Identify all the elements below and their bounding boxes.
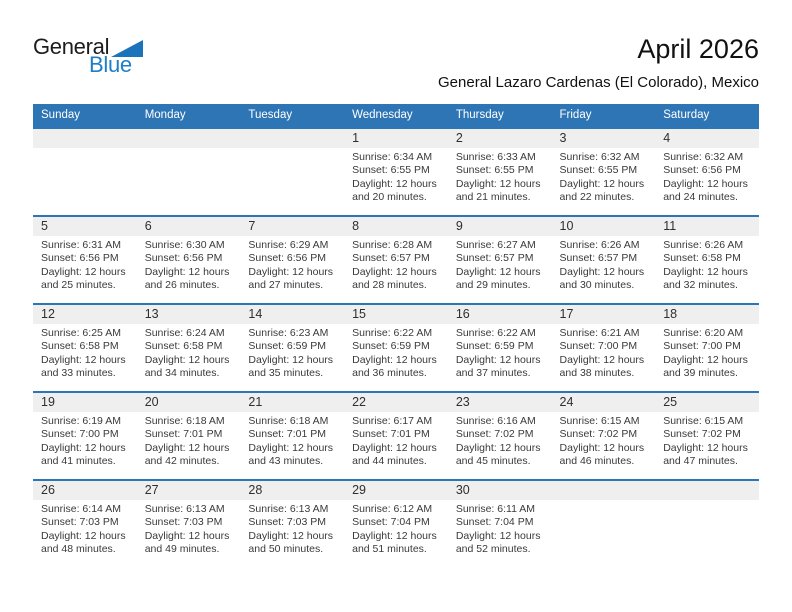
weekday-header-thursday: Thursday: [448, 104, 552, 128]
day-cell: [344, 480, 448, 568]
day-details: [137, 412, 241, 469]
empty-day-cell: [33, 128, 137, 216]
day-cell: [655, 304, 759, 392]
daylight-text: Daylight: 12 hours and 50 minutes.: [248, 529, 334, 556]
sunset-text: Sunset: 7:01 PM: [248, 428, 327, 441]
day-cell: [33, 216, 137, 304]
day-details: [655, 236, 759, 293]
daylight-text: Daylight: 12 hours and 37 minutes.: [455, 353, 541, 380]
day-number: 22: [344, 393, 448, 412]
daylight-text: Daylight: 12 hours and 25 minutes.: [41, 265, 126, 292]
day-number: 17: [552, 305, 656, 324]
day-number: 12: [33, 305, 137, 324]
sunset-text: Sunset: 6:55 PM: [352, 164, 430, 177]
sunset-text: Sunset: 6:55 PM: [455, 164, 534, 177]
general-blue-logo: [33, 36, 143, 76]
day-number: 3: [552, 129, 656, 148]
daylight-text: Daylight: 12 hours and 26 minutes.: [144, 265, 230, 292]
day-cell: [137, 216, 241, 304]
day-details: [137, 324, 241, 381]
day-number: 9: [448, 217, 552, 236]
day-details: [655, 148, 759, 205]
daylight-text: Daylight: 12 hours and 20 minutes.: [352, 177, 437, 204]
day-cell: [137, 392, 241, 480]
sunset-text: Sunset: 7:02 PM: [663, 428, 741, 441]
day-cell: [33, 480, 137, 568]
sunrise-text: Sunrise: 6:30 AM: [144, 239, 225, 251]
day-cell: [655, 216, 759, 304]
day-cell: [448, 304, 552, 392]
daylight-text: Daylight: 12 hours and 41 minutes.: [41, 441, 126, 468]
day-number: 7: [240, 217, 344, 236]
daylight-text: Daylight: 12 hours and 30 minutes.: [559, 265, 645, 292]
weekday-header-tuesday: Tuesday: [240, 104, 344, 128]
day-number: 26: [33, 481, 137, 500]
sunrise-text: Sunrise: 6:13 AM: [144, 503, 225, 515]
day-details: [448, 324, 552, 381]
day-cell: [240, 392, 344, 480]
month-title: April 2026: [637, 34, 759, 64]
day-details: [240, 412, 344, 469]
weekday-header-saturday: Saturday: [655, 104, 759, 128]
daylight-text: Daylight: 12 hours and 36 minutes.: [352, 353, 437, 380]
day-cell: [344, 304, 448, 392]
day-number: 24: [552, 393, 656, 412]
day-cell: [448, 128, 552, 216]
sunset-text: Sunset: 7:00 PM: [663, 340, 741, 353]
day-number: 23: [448, 393, 552, 412]
sunset-text: Sunset: 7:00 PM: [559, 340, 638, 353]
daylight-text: Daylight: 12 hours and 46 minutes.: [559, 441, 645, 468]
daylight-text: Daylight: 12 hours and 38 minutes.: [559, 353, 645, 380]
sunset-text: Sunset: 6:57 PM: [352, 252, 430, 265]
day-details: [552, 324, 656, 381]
day-details: [552, 148, 656, 205]
day-details: [344, 324, 448, 381]
sunrise-text: Sunrise: 6:15 AM: [663, 415, 744, 427]
daylight-text: Daylight: 12 hours and 49 minutes.: [144, 529, 230, 556]
sunset-text: Sunset: 7:03 PM: [144, 516, 223, 529]
daylight-text: Daylight: 12 hours and 24 minutes.: [663, 177, 748, 204]
weekday-header-monday: Monday: [137, 104, 241, 128]
week-row: [33, 304, 759, 392]
day-cell: [240, 480, 344, 568]
daylight-text: Daylight: 12 hours and 35 minutes.: [248, 353, 334, 380]
sunset-text: Sunset: 7:02 PM: [559, 428, 638, 441]
day-number: 10: [552, 217, 656, 236]
sunset-text: Sunset: 6:56 PM: [248, 252, 327, 265]
day-number: 14: [240, 305, 344, 324]
day-details: [33, 236, 137, 293]
week-row: [33, 128, 759, 216]
day-number: [137, 129, 241, 148]
day-number: 1: [344, 129, 448, 148]
daylight-text: Daylight: 12 hours and 52 minutes.: [455, 529, 541, 556]
sunset-text: Sunset: 6:55 PM: [559, 164, 638, 177]
day-number: 4: [655, 129, 759, 148]
day-number: 20: [137, 393, 241, 412]
sunrise-text: Sunrise: 6:15 AM: [559, 415, 640, 427]
sunset-text: Sunset: 6:58 PM: [144, 340, 223, 353]
calendar-table: [33, 104, 759, 568]
sunrise-text: Sunrise: 6:11 AM: [455, 503, 535, 515]
daylight-text: Daylight: 12 hours and 51 minutes.: [352, 529, 437, 556]
day-cell: [344, 216, 448, 304]
day-cell: [137, 480, 241, 568]
sunrise-text: Sunrise: 6:33 AM: [455, 151, 536, 163]
day-cell: [552, 128, 656, 216]
day-cell: [33, 304, 137, 392]
sunrise-text: Sunrise: 6:28 AM: [352, 239, 433, 251]
daylight-text: Daylight: 12 hours and 42 minutes.: [144, 441, 230, 468]
sunrise-text: Sunrise: 6:27 AM: [455, 239, 536, 251]
day-details: [344, 236, 448, 293]
day-cell: [344, 392, 448, 480]
day-cell: [137, 304, 241, 392]
daylight-text: Daylight: 12 hours and 47 minutes.: [663, 441, 748, 468]
day-number: [33, 129, 137, 148]
day-cell: [448, 392, 552, 480]
daylight-text: Daylight: 12 hours and 39 minutes.: [663, 353, 748, 380]
day-details: [33, 500, 137, 557]
weekday-header-sunday: Sunday: [33, 104, 137, 128]
day-details: [137, 500, 241, 557]
sunrise-text: Sunrise: 6:19 AM: [41, 415, 121, 427]
day-cell: [552, 392, 656, 480]
day-number: 16: [448, 305, 552, 324]
day-cell: [552, 304, 656, 392]
day-details: [344, 412, 448, 469]
daylight-text: Daylight: 12 hours and 27 minutes.: [248, 265, 334, 292]
day-details: [448, 236, 552, 293]
day-number: [240, 129, 344, 148]
day-number: 29: [344, 481, 448, 500]
sunrise-text: Sunrise: 6:26 AM: [559, 239, 640, 251]
day-number: 19: [33, 393, 137, 412]
day-number: 5: [33, 217, 137, 236]
weekday-header-friday: Friday: [552, 104, 656, 128]
sunrise-text: Sunrise: 6:32 AM: [663, 151, 744, 163]
sunrise-text: Sunrise: 6:22 AM: [455, 327, 536, 339]
logo-word-general: General: [33, 34, 110, 59]
location-subtitle: General Lazaro Cardenas (El Colorado), Mexico: [438, 74, 759, 92]
day-number: 15: [344, 305, 448, 324]
daylight-text: Daylight: 12 hours and 22 minutes.: [559, 177, 645, 204]
sunset-text: Sunset: 7:02 PM: [455, 428, 534, 441]
day-details: [344, 148, 448, 205]
calendar-weeks: [33, 128, 759, 568]
day-details: [552, 412, 656, 469]
day-cell: [240, 216, 344, 304]
day-cell: [448, 216, 552, 304]
sunrise-text: Sunrise: 6:23 AM: [248, 327, 329, 339]
sunrise-text: Sunrise: 6:13 AM: [248, 503, 329, 515]
empty-day-cell: [137, 128, 241, 216]
sunrise-text: Sunrise: 6:16 AM: [455, 415, 536, 427]
sunset-text: Sunset: 7:04 PM: [352, 516, 430, 529]
day-details: [552, 236, 656, 293]
day-details: [655, 412, 759, 469]
sunrise-text: Sunrise: 6:29 AM: [248, 239, 329, 251]
daylight-text: Daylight: 12 hours and 29 minutes.: [455, 265, 541, 292]
sunrise-text: Sunrise: 6:32 AM: [559, 151, 640, 163]
sunset-text: Sunset: 7:01 PM: [144, 428, 223, 441]
empty-day-cell: [552, 480, 656, 568]
sunset-text: Sunset: 6:57 PM: [455, 252, 534, 265]
day-details: [33, 324, 137, 381]
sunset-text: Sunset: 7:03 PM: [248, 516, 327, 529]
daylight-text: Daylight: 12 hours and 21 minutes.: [455, 177, 541, 204]
day-number: 21: [240, 393, 344, 412]
day-details: [448, 148, 552, 205]
sunset-text: Sunset: 6:56 PM: [41, 252, 119, 265]
week-row: [33, 480, 759, 568]
day-number: 30: [448, 481, 552, 500]
sunrise-text: Sunrise: 6:20 AM: [663, 327, 744, 339]
day-number: 8: [344, 217, 448, 236]
sunrise-text: Sunrise: 6:26 AM: [663, 239, 744, 251]
daylight-text: Daylight: 12 hours and 44 minutes.: [352, 441, 437, 468]
sunset-text: Sunset: 6:59 PM: [352, 340, 430, 353]
sunrise-text: Sunrise: 6:12 AM: [352, 503, 433, 515]
day-cell: [655, 128, 759, 216]
sunset-text: Sunset: 7:04 PM: [455, 516, 534, 529]
daylight-text: Daylight: 12 hours and 43 minutes.: [248, 441, 334, 468]
sunset-text: Sunset: 6:59 PM: [248, 340, 327, 353]
day-details: [33, 412, 137, 469]
sunrise-text: Sunrise: 6:25 AM: [41, 327, 121, 339]
day-details: [240, 324, 344, 381]
day-cell: [240, 304, 344, 392]
day-cell: [448, 480, 552, 568]
sunrise-text: Sunrise: 6:18 AM: [248, 415, 329, 427]
sunrise-text: Sunrise: 6:31 AM: [41, 239, 121, 251]
week-row: [33, 392, 759, 480]
day-number: 25: [655, 393, 759, 412]
calendar-header: [33, 104, 759, 128]
day-number: 27: [137, 481, 241, 500]
sunrise-text: Sunrise: 6:14 AM: [41, 503, 121, 515]
sunrise-text: Sunrise: 6:22 AM: [352, 327, 433, 339]
day-number: [552, 481, 656, 500]
sunrise-text: Sunrise: 6:17 AM: [352, 415, 433, 427]
empty-day-cell: [655, 480, 759, 568]
sunset-text: Sunset: 7:00 PM: [41, 428, 119, 441]
day-number: 13: [137, 305, 241, 324]
weekday-header-wednesday: Wednesday: [344, 104, 448, 128]
empty-day-cell: [240, 128, 344, 216]
week-row: [33, 216, 759, 304]
sunrise-text: Sunrise: 6:24 AM: [144, 327, 225, 339]
title-block: [438, 34, 759, 91]
day-details: [137, 236, 241, 293]
daylight-text: Daylight: 12 hours and 34 minutes.: [144, 353, 230, 380]
day-details: [448, 500, 552, 557]
logo-word-blue: Blue: [89, 52, 132, 77]
daylight-text: Daylight: 12 hours and 28 minutes.: [352, 265, 437, 292]
daylight-text: Daylight: 12 hours and 48 minutes.: [41, 529, 126, 556]
day-details: [240, 500, 344, 557]
sunset-text: Sunset: 6:56 PM: [663, 164, 741, 177]
daylight-text: Daylight: 12 hours and 45 minutes.: [455, 441, 541, 468]
sunset-text: Sunset: 6:58 PM: [41, 340, 119, 353]
day-details: [240, 236, 344, 293]
day-number: 18: [655, 305, 759, 324]
daylight-text: Daylight: 12 hours and 33 minutes.: [41, 353, 126, 380]
day-number: [655, 481, 759, 500]
sunset-text: Sunset: 7:03 PM: [41, 516, 119, 529]
day-details: [448, 412, 552, 469]
day-number: 28: [240, 481, 344, 500]
weekday-header-row: [33, 104, 759, 128]
day-number: 11: [655, 217, 759, 236]
day-number: 2: [448, 129, 552, 148]
sunset-text: Sunset: 6:57 PM: [559, 252, 638, 265]
day-cell: [33, 392, 137, 480]
sunrise-text: Sunrise: 6:21 AM: [559, 327, 640, 339]
day-details: [344, 500, 448, 557]
sunset-text: Sunset: 6:58 PM: [663, 252, 741, 265]
sunset-text: Sunset: 6:56 PM: [144, 252, 223, 265]
daylight-text: Daylight: 12 hours and 32 minutes.: [663, 265, 748, 292]
day-number: 6: [137, 217, 241, 236]
day-cell: [655, 392, 759, 480]
sunrise-text: Sunrise: 6:34 AM: [352, 151, 433, 163]
sunset-text: Sunset: 6:59 PM: [455, 340, 534, 353]
day-cell: [552, 216, 656, 304]
sunrise-text: Sunrise: 6:18 AM: [144, 415, 225, 427]
day-details: [655, 324, 759, 381]
day-cell: [344, 128, 448, 216]
sunset-text: Sunset: 7:01 PM: [352, 428, 430, 441]
